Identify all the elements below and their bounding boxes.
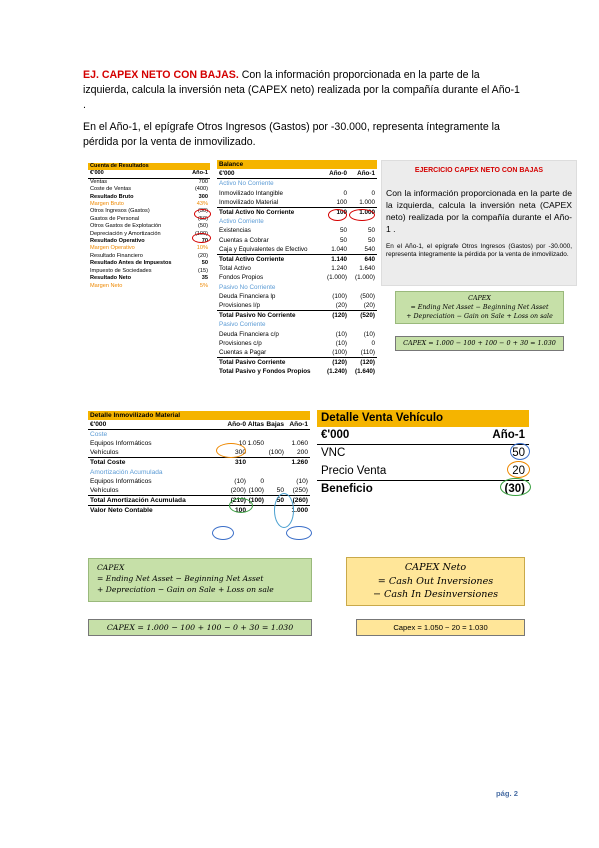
asset-altas: 1.050 xyxy=(247,440,264,448)
balance-year1: (10) xyxy=(363,330,375,338)
income-rows xyxy=(88,179,210,290)
asset-label: Valor Neto Contable xyxy=(90,506,153,514)
balance-year1: 640 xyxy=(364,256,375,264)
balance-label: Pasivo No Corriente xyxy=(219,283,276,291)
income-row xyxy=(88,268,210,275)
asset-altas xyxy=(246,430,264,439)
asset-row xyxy=(88,486,310,495)
balance-year1: (120) xyxy=(360,359,375,367)
asset-row xyxy=(88,468,310,477)
asset-row xyxy=(88,448,310,457)
income-value: (20) xyxy=(198,252,208,259)
bottom-formula-line-1: = Ending Net Asset − Beginning Net Asset xyxy=(97,574,264,583)
income-value: (50) xyxy=(198,215,208,222)
asset-row xyxy=(88,477,310,486)
balance-label: Total Activo Corriente xyxy=(219,256,285,264)
asset-bajas xyxy=(264,458,284,467)
income-row xyxy=(88,253,210,260)
income-statement xyxy=(88,163,210,290)
asset-year0 xyxy=(216,468,246,477)
balance-row xyxy=(217,292,377,301)
bottom-calc: CAPEX = 1.000 − 100 + 100 − 0 + 30 = 1.030 xyxy=(106,623,294,632)
income-value: 50 xyxy=(201,260,208,267)
income-row xyxy=(88,216,210,223)
asset-label: Total Coste xyxy=(90,459,126,467)
bottom-formula-line-2: + Depreciation − Gain on Sale + Loss on sale xyxy=(97,585,274,594)
income-row xyxy=(88,283,210,290)
income-label: Impuesto de Sociedades xyxy=(90,267,152,274)
balance-year0 xyxy=(313,283,347,292)
vehicle-label: Precio Venta xyxy=(321,464,387,477)
exercise-box-p1: Con la información proporcionada en la parte de la izquierda, calcula la inversión neta (CAPEX neto) realizada por la compañía durante el Año-1 . xyxy=(386,187,572,234)
vehicle-label: Beneficio xyxy=(321,482,373,495)
income-label: Resultado Operativo xyxy=(90,238,145,245)
income-label: Otros Gastos de Explotación xyxy=(90,223,162,230)
balance-label: Caja y Equivalentes de Efectivo xyxy=(219,245,308,253)
asset-bajas: 50 xyxy=(276,486,284,494)
asset-row xyxy=(88,439,310,448)
balance-year0: 50 xyxy=(339,236,347,244)
asset-year1 xyxy=(284,430,308,439)
circle-bajas xyxy=(274,493,294,528)
balance-year0: (1.240) xyxy=(327,368,347,376)
asset-year1 xyxy=(284,468,308,477)
income-label: Resultado Bruto xyxy=(90,193,134,200)
balance-year1: 0 xyxy=(371,189,375,197)
vehicle-row xyxy=(317,480,529,498)
balance-label: Cuentas a Pagar xyxy=(219,349,267,357)
capex-neto-calc-box xyxy=(356,619,525,636)
circle-vnc-0 xyxy=(212,526,234,540)
balance-row xyxy=(217,283,377,292)
vehicle-value: 50 xyxy=(512,447,525,460)
asset-label: Equipos Informáticos xyxy=(90,440,152,448)
exercise-box xyxy=(381,160,577,286)
balance-header: €'000 Año-0 Año-1 xyxy=(217,169,377,179)
balance-label: Activo No Corriente xyxy=(219,180,274,188)
asset-year0 xyxy=(216,430,246,439)
balance-row xyxy=(217,348,377,357)
income-row xyxy=(88,260,210,267)
circle-altas xyxy=(216,443,246,458)
balance-label: Inmovilizado Intangible xyxy=(219,189,284,197)
asset-year0: 10 xyxy=(238,440,246,448)
balance-year1: (1.000) xyxy=(355,274,375,282)
income-label: Resultado Antes de Impuestos xyxy=(90,260,172,267)
balance-label: Provisiones c/p xyxy=(219,339,262,347)
asset-detail-title: Detalle Inmovilizado Material xyxy=(88,411,310,420)
income-row xyxy=(88,275,210,282)
income-value: (50) xyxy=(198,223,208,230)
income-value: 35 xyxy=(201,275,208,282)
income-label: Resultado Neto xyxy=(90,275,132,282)
asset-year1: (250) xyxy=(292,486,308,494)
balance-year0: (120) xyxy=(332,359,347,367)
balance-year1: 1.000 xyxy=(359,198,375,206)
circle-noncurrent-0 xyxy=(328,209,347,221)
asset-label: Vehículos xyxy=(90,486,119,494)
bottom-formula-title: CAPEX xyxy=(97,563,125,572)
balance-row xyxy=(217,301,377,310)
income-value: (400) xyxy=(194,186,208,193)
income-value: 70 xyxy=(201,238,208,245)
asset-bajas xyxy=(264,439,284,448)
vehicle-value: 20 xyxy=(512,464,525,477)
balance-year1: (110) xyxy=(360,349,375,357)
income-value: (15) xyxy=(198,267,208,274)
capex-neto-line-3: − Cash In Desinversiones xyxy=(372,589,499,600)
intro-block xyxy=(83,68,523,157)
capex-neto-line-1: CAPEX Neto xyxy=(404,562,467,573)
asset-detail-header: €'000 Año-0 Altas Bajas Año-1 xyxy=(88,420,310,430)
balance-label: Cuentas a Cobrar xyxy=(219,236,269,244)
income-value: (30) xyxy=(198,208,208,215)
income-title: Cuenta de Resultados xyxy=(88,163,210,170)
vehicle-value: (30) xyxy=(504,482,525,495)
balance-label: Inmovilizado Material xyxy=(219,198,279,206)
asset-year1: 1.060 xyxy=(291,440,308,448)
balance-year0: (20) xyxy=(335,302,347,310)
circle-precio xyxy=(507,461,530,478)
balance-label: Provisiones l/p xyxy=(219,302,260,310)
balance-row xyxy=(217,367,377,376)
vehicle-label: VNC xyxy=(321,447,346,460)
balance-year0: (120) xyxy=(332,312,347,320)
income-value: 43% xyxy=(196,201,208,208)
asset-year1: 1.260 xyxy=(291,459,308,467)
balance-year1 xyxy=(347,320,375,329)
balance-label: Pasivo Corriente xyxy=(219,321,266,329)
balance-year1: (20) xyxy=(363,302,375,310)
intro-paragraph-1 xyxy=(83,68,523,113)
balance-row xyxy=(217,339,377,348)
asset-bajas xyxy=(264,468,284,477)
income-row xyxy=(88,186,210,193)
balance-row xyxy=(217,273,377,282)
asset-altas: 0 xyxy=(260,477,264,485)
income-row xyxy=(88,201,210,208)
bottom-calc-box xyxy=(88,619,312,636)
asset-bajas xyxy=(264,477,284,486)
exercise-title: EJ. CAPEX NETO CON BAJAS. xyxy=(83,69,239,81)
income-row xyxy=(88,179,210,186)
income-value: 300 xyxy=(198,193,208,200)
balance-year1: (520) xyxy=(360,312,375,320)
asset-altas: (100) xyxy=(248,486,264,494)
asset-altas xyxy=(246,468,264,477)
vehicle-sale-table xyxy=(317,410,529,498)
circle-beneficio xyxy=(500,478,531,496)
circle-vnc-1 xyxy=(286,526,312,540)
exercise-calc-box xyxy=(395,336,564,351)
balance-year0: 1.040 xyxy=(331,245,347,253)
balance-row xyxy=(217,264,377,273)
balance-label: Activo Corriente xyxy=(219,218,264,226)
balance-year0 xyxy=(313,179,347,188)
balance-year0: 100 xyxy=(336,198,347,206)
circle-noncurrent-1 xyxy=(349,209,375,221)
balance-row xyxy=(217,179,377,188)
asset-year0: (10) xyxy=(234,477,246,485)
vehicle-sale-rows xyxy=(317,445,529,498)
formula-line-2: + Depreciation − Gain on Sale + Loss on sale xyxy=(406,313,553,320)
balance-label: Total Pasivo y Fondos Propios xyxy=(219,368,311,376)
balance-label: Total Activo No Corriente xyxy=(219,209,295,217)
exercise-formula-box xyxy=(395,291,564,324)
balance-year0: (100) xyxy=(332,292,347,300)
asset-bajas xyxy=(264,430,284,439)
balance-rows xyxy=(217,179,377,376)
balance-row xyxy=(217,198,377,207)
balance-sheet xyxy=(217,160,377,377)
asset-label: Equipos Informáticos xyxy=(90,477,152,485)
balance-year0: (10) xyxy=(335,339,347,347)
asset-year1: (260) xyxy=(292,496,308,504)
circle-altas-amort xyxy=(229,498,253,513)
income-label: Margen Bruto xyxy=(90,201,124,208)
balance-row xyxy=(217,357,377,367)
balance-year0: 50 xyxy=(339,227,347,235)
balance-label: Fondos Propios xyxy=(219,274,264,282)
circle-other-income xyxy=(194,209,211,219)
income-value: 700 xyxy=(198,178,208,185)
asset-altas xyxy=(246,448,264,457)
balance-year0: 1.240 xyxy=(331,265,347,273)
balance-year0 xyxy=(313,320,347,329)
intro-text-1: Con la información proporcionada en la parte de la izquierda, calcula la inversión neta (CAPEX neto) realizada por la compañía durante el Año-1 . xyxy=(83,69,520,111)
income-row xyxy=(88,245,210,252)
asset-altas: (100) xyxy=(248,496,264,504)
vehicle-row xyxy=(317,463,529,480)
income-label: Gastos de Personal xyxy=(90,215,140,222)
balance-year1: (1.640) xyxy=(355,368,375,376)
balance-label: Existencias xyxy=(219,227,251,235)
asset-year1: 1.000 xyxy=(291,506,308,514)
income-label: Otros Ingresos (Gastos) xyxy=(90,208,150,215)
balance-year0: (10) xyxy=(335,330,347,338)
capex-neto-calc: Capex = 1.050 − 20 = 1.030 xyxy=(393,623,488,632)
balance-year1: 50 xyxy=(367,227,375,235)
page-number: pág. 2 xyxy=(496,789,518,798)
balance-title: Balance xyxy=(217,160,377,169)
exercise-box-p2: En el Año-1, el epígrafe Otros Ingresos (Gastos) por -30.000, representa íntegramente la pérdida por la venta de inmovilizado. xyxy=(386,242,572,259)
formula-line-1: = Ending Net Asset − Beginning Net Asset xyxy=(410,304,549,311)
income-value: 5% xyxy=(199,282,208,289)
vehicle-sale-title: Detalle Venta Vehículo xyxy=(317,410,529,427)
asset-bajas: (100) xyxy=(268,449,284,457)
balance-year1: 540 xyxy=(364,245,375,253)
income-label: Margen Operativo xyxy=(90,245,135,252)
formula-title: CAPEX xyxy=(468,295,491,302)
balance-row xyxy=(217,310,377,320)
asset-label: Amortización Acumulada xyxy=(90,468,163,476)
asset-year0: (210) xyxy=(230,496,246,504)
asset-year0: 300 xyxy=(234,449,246,457)
income-row xyxy=(88,223,210,230)
income-label: Coste de Ventas xyxy=(90,186,132,193)
balance-year1: 1.640 xyxy=(359,265,375,273)
asset-label: Coste xyxy=(90,431,108,439)
asset-label: Vehículos xyxy=(90,449,119,457)
asset-year0: (200) xyxy=(230,486,246,494)
balance-label: Total Activo xyxy=(219,265,251,273)
capex-neto-line-2: = Cash Out Inversiones xyxy=(377,575,494,587)
capex-neto-box xyxy=(346,557,525,606)
income-value: 10% xyxy=(196,245,208,252)
balance-row xyxy=(217,226,377,235)
income-label: Ventas xyxy=(90,178,108,185)
balance-row xyxy=(217,320,377,329)
balance-year1: (500) xyxy=(360,292,375,300)
asset-year0: 100 xyxy=(234,506,246,514)
income-row xyxy=(88,194,210,201)
balance-label: Deuda Financiera lp xyxy=(219,292,276,300)
asset-bajas: 50 xyxy=(276,496,284,504)
balance-year1: 1.000 xyxy=(359,209,375,217)
asset-year0: 310 xyxy=(234,459,246,467)
exercise-box-title: EJERCICIO CAPEX NETO CON BAJAS xyxy=(414,167,544,174)
balance-label: Total Pasivo No Corriente xyxy=(219,312,296,320)
income-label: Depreciación y Amortización xyxy=(90,230,161,237)
asset-altas xyxy=(246,458,264,467)
balance-row xyxy=(217,254,377,264)
circle-depreciation xyxy=(192,230,211,243)
intro-paragraph-2: En el Año-1, el epígrafe Otros Ingresos (Gastos) por -30.000, representa íntegramente la pérdida por la venta de inmovilizado. xyxy=(83,121,500,148)
bottom-formula-box xyxy=(88,558,312,602)
balance-label: Deuda Financiera c/p xyxy=(219,330,279,338)
income-label: Margen Neto xyxy=(90,282,123,289)
asset-row xyxy=(88,457,310,467)
income-header: €'000 Año-1 xyxy=(88,170,210,178)
asset-row xyxy=(88,430,310,439)
balance-year0: (100) xyxy=(332,349,347,357)
income-label: Resultado Financiero xyxy=(90,252,143,259)
income-row xyxy=(88,208,210,215)
asset-year1: 200 xyxy=(296,449,308,457)
balance-year0: 0 xyxy=(343,189,347,197)
asset-year1: (10) xyxy=(296,477,308,485)
vehicle-sale-header: €'000 Año-1 xyxy=(317,427,529,445)
balance-row xyxy=(217,245,377,254)
balance-year1: 0 xyxy=(371,339,375,347)
income-value: (100) xyxy=(194,230,208,237)
balance-year1 xyxy=(347,179,375,188)
balance-label: Total Pasivo Corriente xyxy=(219,359,286,367)
asset-label: Total Amortización Acumulada xyxy=(90,496,186,504)
balance-row xyxy=(217,189,377,198)
exercise-calc: CAPEX = 1.000 − 100 + 100 − 0 + 30 = 1.030 xyxy=(403,339,556,347)
circle-vnc xyxy=(510,443,530,460)
balance-row xyxy=(217,236,377,245)
balance-year1 xyxy=(347,283,375,292)
vehicle-row xyxy=(317,445,529,462)
balance-year0: 100 xyxy=(336,209,347,217)
balance-year0: (1.000) xyxy=(327,274,347,282)
balance-year1: 50 xyxy=(367,236,375,244)
balance-year0: 1.140 xyxy=(331,256,347,264)
balance-row xyxy=(217,330,377,339)
